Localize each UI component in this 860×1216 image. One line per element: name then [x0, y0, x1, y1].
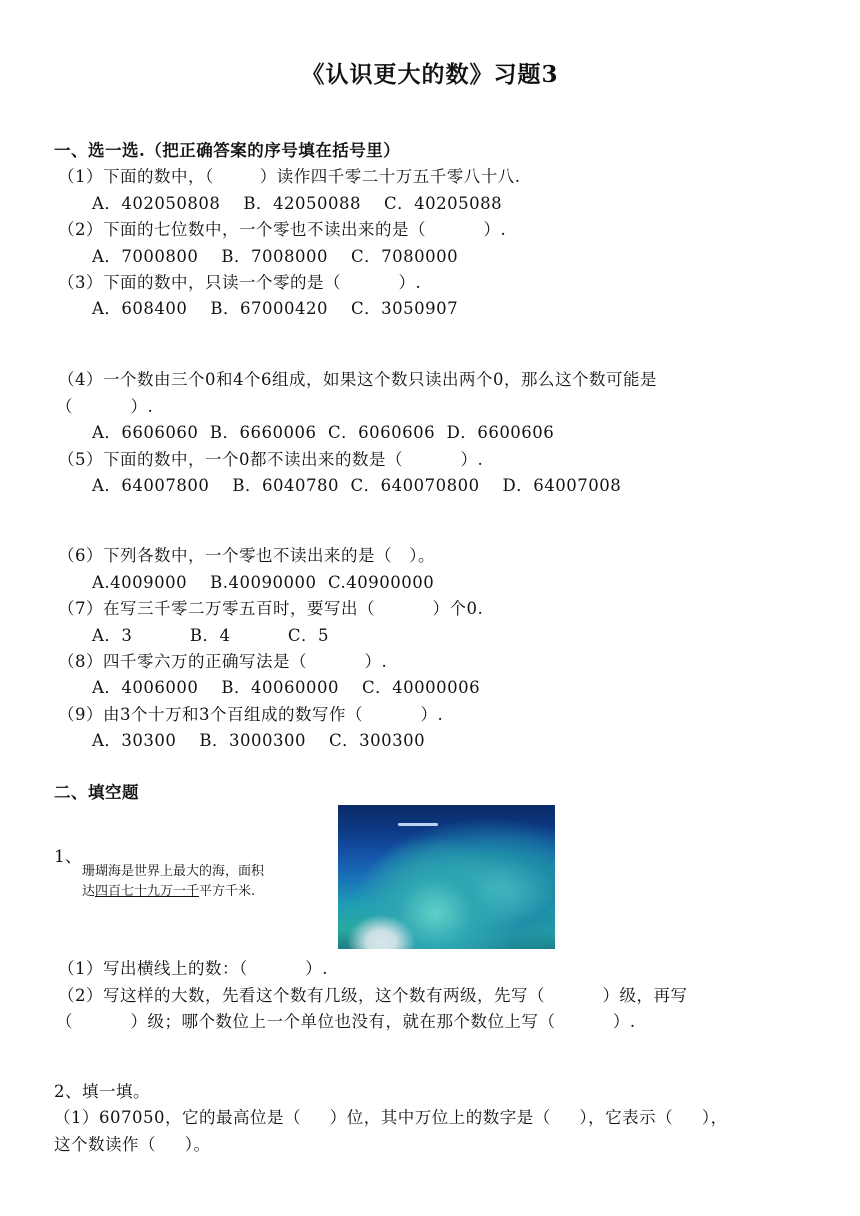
question-4-options: A．6606060 B．6660006 C．6060606 D．6600606 — [92, 423, 555, 442]
coral-sea-photo — [338, 805, 555, 949]
caption-pre: 达 — [82, 884, 96, 899]
item-2-heading: 2、填一填。 — [54, 1082, 150, 1101]
item-2-line-1: （1）607050，它的最高位是（ ）位，其中万位上的数字是（ ），它表示（ ）， — [54, 1108, 728, 1127]
question-2-options: A．7000800 B．7008000 C．7080000 — [92, 247, 459, 266]
caption-post: 平方千米. — [199, 884, 256, 899]
question-5: （5）下面的数中，一个0都不读出来的数是（ ）. — [58, 450, 484, 469]
section-heading-choose: 一、选一选.（把正确答案的序号填在括号里） — [54, 141, 401, 160]
wave-highlight — [398, 823, 438, 826]
question-7-options: A．3 B．4 C．5 — [92, 626, 330, 645]
question-5-options: A．64007800 B．6040780 C．640070800 D．64007008 — [92, 476, 622, 495]
question-3-options: A．608400 B．67000420 C．3050907 — [92, 299, 459, 318]
item-1-number: 1、 — [54, 847, 82, 867]
question-4: （4）一个数由三个0和4个6组成，如果这个数只读出两个0，那么这个数可能是 — [58, 370, 657, 389]
question-6-options: A.4009000 B.40090000 C.40900000 — [92, 573, 435, 592]
item-2-line-2: 这个数读作（ ）。 — [54, 1135, 211, 1154]
question-9-options: A．30300 B．3000300 C．300300 — [92, 731, 426, 750]
caption-underlined-number: 四百七十九万一千 — [95, 884, 200, 899]
caption-line-1: 珊瑚海是世界上最大的海，面积 — [82, 864, 265, 879]
caption-line-2 — [82, 882, 255, 901]
item-1-sub-1: （1）写出横线上的数：（ ）. — [58, 959, 328, 978]
question-8: （8）四千零六万的正确写法是（ ）. — [58, 652, 388, 671]
item-1-sub-2-continued: （ ）级；哪个数位上一个单位也没有，就在那个数位上写（ ）. — [56, 1012, 636, 1031]
question-7: （7）在写三千零二万零五百时，要写出（ ）个0. — [58, 599, 484, 618]
question-3: （3）下面的数中，只读一个零的是（ ）. — [58, 273, 422, 292]
question-6: （6）下列各数中，一个零也不读出来的是（ ）。 — [58, 546, 435, 565]
question-4-continued: （ ）. — [56, 397, 154, 416]
question-8-options: A．4006000 B．40060000 C．40000006 — [92, 678, 481, 697]
question-2: （2）下面的七位数中，一个零也不读出来的是（ ）. — [58, 220, 507, 239]
item-1-sub-2: （2）写这样的大数，先看这个数有几级，这个数有两级，先写（ ）级，再写 — [58, 986, 688, 1005]
question-1-options: A．402050808 B．42050088 C．40205088 — [92, 194, 503, 213]
section-heading-fill-blank: 二、填空题 — [54, 783, 139, 802]
question-1: （1）下面的数中，（ ）读作四千零二十万五千零八十八. — [58, 167, 521, 186]
question-9: （9）由3个十万和3个百组成的数写作（ ）. — [58, 705, 444, 724]
page-title: 《认识更大的数》习题3 — [301, 61, 559, 88]
